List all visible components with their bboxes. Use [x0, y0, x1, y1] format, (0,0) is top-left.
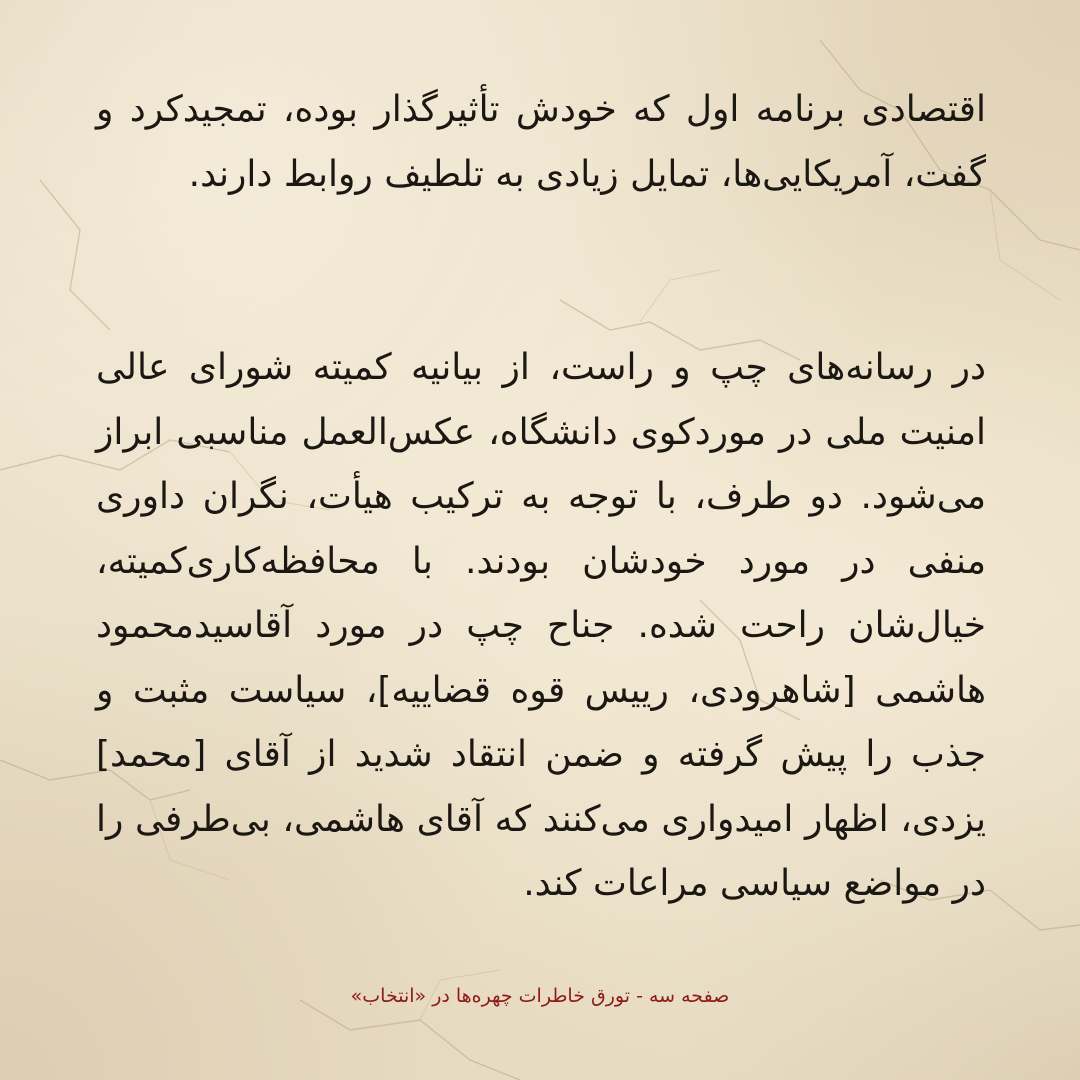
paragraph-2: در رسانه‌های چپ و راست، از بیانیه کمیته شورای عالی امنیت ملی در موردکوی دانشگاه، عکس‌العمل مناسبی ابراز می‌شود. دو طرف، با توجه به ترکیب هیأت، نگران داوری منفی در مورد خودشان بودند. با محافظه‌کاری‌کمیته، خیال‌شان راحت شده. جناح چپ در مورد آقاسیدمحمود هاشمی [شاهرودی، رییس قوه قضاییه]، سیاست مثبت و جذب را پیش گرفته و ضمن انتقاد شدید از آقای [محمد] یزدی، اظهار امیدواری می‌کنند که آقای هاشمی، بی‌طرفی را در مواضع سیاسی مراعات کند. [96, 347, 986, 904]
paragraph-1: اقتصادی برنامه اول که خودش تأثیرگذار بوده، تمجیدکرد و گفت، آمریکایی‌ها، تمایل زیادی به تلطیف روابط دارند. [96, 89, 986, 195]
page-caption: صفحه سه - تورق خاطرات چهره‌ها در «انتخاب» [350, 985, 730, 1007]
